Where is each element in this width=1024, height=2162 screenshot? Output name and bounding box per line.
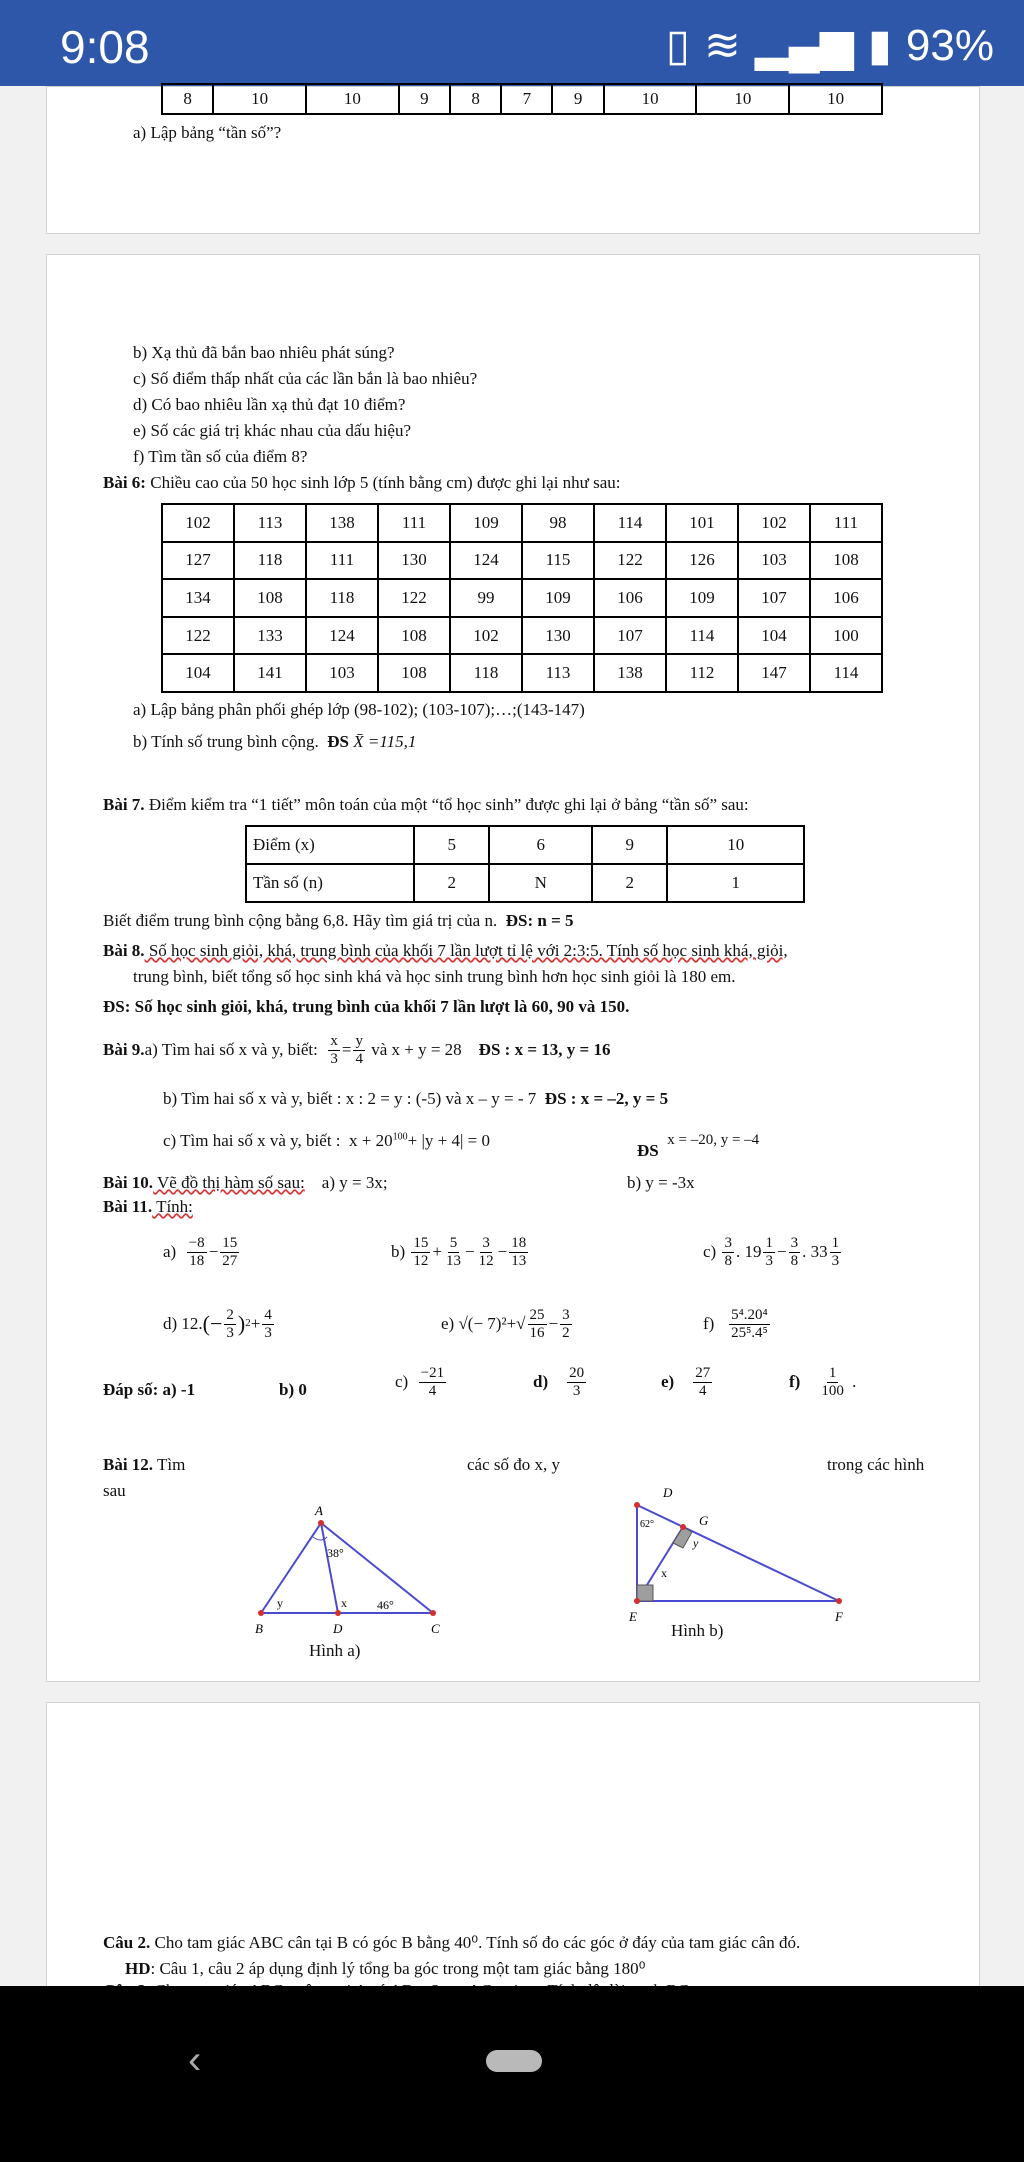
table-cell: 126 [666,542,738,580]
frac-den: 3 [831,1252,840,1269]
table-cell: 114 [666,617,738,655]
caption-b: Hình b) [671,1621,724,1640]
dapso-d [533,1365,588,1399]
item-label: c) [703,1241,717,1261]
frac-den: 100 [821,1382,844,1399]
item-label: a) [163,1241,177,1261]
bai7-question: Biết điểm trung bình cộng bằng 6,8. Hãy tìm giá trị của n. [103,911,498,930]
table-cell: 108 [810,542,882,580]
paren: ) [237,1310,246,1336]
frac-den: 4 [698,1382,707,1399]
bai8-title: Bài 8. [103,941,145,960]
bai11-c [703,1235,843,1269]
figure-a [247,1487,487,1647]
bai9-c: c) Tìm hai số x và y, biết : [163,1131,341,1150]
dapso-a: a) -1 [162,1380,196,1399]
bai11-title: Bài 11. [103,1197,153,1216]
bai10-text: Vẽ đồ thị hàm số sau: [153,1173,305,1192]
bai6-ans: X̄ =115,1 [353,732,417,751]
label-e: E [629,1609,637,1624]
table-cell: 111 [306,542,378,580]
bai10-title: Bài 10. [103,1173,154,1192]
frac-den: 3 [226,1324,234,1341]
frac-den: 18 [189,1252,205,1269]
frac-den: 12 [413,1252,429,1269]
table-cell: 122 [162,617,234,655]
table-cell: 118 [234,542,306,580]
frac-num: 3 [790,1235,799,1251]
table-cell: 118 [306,579,378,617]
bai9-c-sup: 100 [392,1131,408,1143]
bai9-b: b) Tìm hai số x và y, biết : x : 2 = y : (-5) và x – y = - 7 [163,1089,537,1108]
bai7-title: Bài 7. [103,795,145,814]
score-cell: 9 [552,84,603,114]
point-b [258,1610,264,1616]
freq-cell: 2 [414,864,489,902]
freq-cell: 5 [414,826,489,864]
bai11-f [703,1307,772,1341]
frac-num: 4 [264,1307,272,1323]
bai11-a [163,1235,241,1269]
bai10-b: b) y = -3x [627,1173,695,1192]
home-pill-button[interactable] [486,2050,542,2072]
operator: + [432,1241,443,1261]
label-y: y [277,1596,283,1610]
document-page-1 [46,86,980,234]
frac [509,1235,528,1269]
dapso-f: f) $\frac{1}{100}$ . [789,1365,857,1399]
battery-percent: 93% [905,20,994,70]
table-cell: 108 [378,617,450,655]
question-c: c) Số điểm thấp nhất của các lần bắn là bao nhiêu? [133,369,478,388]
table-cell: 102 [450,617,522,655]
frac-den: 4 [428,1382,437,1399]
bai11-line [103,1197,193,1217]
point-a [318,1520,324,1526]
frac-den: 3 [765,1252,773,1269]
label-y: y [693,1536,699,1550]
caption-a: Hình a) [309,1641,361,1660]
table-cell: 106 [810,579,882,617]
frac-num: 1 [831,1235,840,1251]
table-cell: 115 [522,542,594,580]
frac-den: 13 [511,1252,527,1269]
table-cell: 124 [306,617,378,655]
frac [187,1235,207,1269]
bai9-frac-y [353,1033,365,1067]
table-row [162,617,882,655]
table-cell: 111 [378,504,450,542]
frac-num: 5⁴.20⁴ [731,1307,768,1323]
table-cell: 108 [234,579,306,617]
point-f [836,1598,842,1604]
back-chevron-icon[interactable]: ‹ [188,2038,202,2082]
table-row [162,579,882,617]
label-b: B [255,1621,263,1636]
bai11-d [163,1307,276,1341]
figure-b [607,1475,867,1645]
bai6-b-line [133,732,416,752]
frac-num: 2 [226,1307,234,1323]
table-row [162,542,882,580]
table-cell: 122 [594,542,666,580]
score-cell: 9 [399,84,450,114]
freq-cell: 1 [667,864,804,902]
paren: (− [202,1310,223,1336]
freq-cell: 9 [592,826,667,864]
signal-icon: ▂▄▆ [754,21,854,70]
angle-46: 46° [377,1598,394,1612]
sqrt-icon: √ [516,1313,526,1333]
label-f: F [835,1609,843,1624]
item-label: f) [703,1313,715,1333]
bai9-frac-x [328,1033,340,1067]
bai9-b-line [163,1089,668,1109]
bai6-b: b) Tính số trung bình cộng. [133,732,319,751]
operator: − [465,1241,475,1261]
bai9-c-line [163,1131,490,1151]
table-row [162,504,882,542]
bai6-a: a) Lập bảng phân phối ghép lớp (98-102); (103-107);…;(143-147) [133,700,585,719]
freq-cell: 10 [667,826,804,864]
frac-den: 3 [572,1382,581,1399]
point-d [335,1610,341,1616]
bai6-ans-label: ĐS [327,732,349,751]
question-b: b) Xạ thủ đã bắn bao nhiêu phát súng? [133,343,395,362]
hd-text: : Câu 1, câu 2 áp dụng định lý tổng ba góc trong một tam giác bằng 180⁰ [150,1959,646,1978]
item-label: f) [789,1371,801,1391]
frac-den: 4 [355,1050,363,1067]
table-cell: 101 [666,504,738,542]
item-label: d) [163,1313,178,1333]
label-d: D [333,1621,343,1636]
score-cell: 10 [306,84,399,114]
bai12-t4: sau [103,1481,126,1500]
item-label: c) [395,1371,409,1391]
label-d: D [663,1485,673,1500]
frac-num: 3 [562,1307,570,1323]
bai7-heading [103,795,749,815]
frac [220,1235,239,1269]
hd-line [125,1959,646,1979]
wifi-icon: ≋ [703,21,741,70]
score-cell: 10 [789,84,882,114]
operator: − [548,1313,559,1333]
freq-header-x: Điểm (x) [246,826,414,864]
score-table [161,83,883,115]
frac-den: 25⁵.4⁵ [731,1324,768,1341]
frac [567,1365,586,1399]
score-cell: 7 [501,84,552,114]
bai12-t2: các số đo x, y [467,1455,561,1474]
operator: − [776,1241,787,1261]
term: . 19 [735,1241,762,1261]
frac [693,1365,712,1399]
status-time: 9:08 [60,21,150,73]
term: . 33 [802,1241,828,1261]
question-a: a) Lập bảng “tần số”? [133,123,282,142]
bai8-text1: Số học sinh giỏi, khá, trung bình của khối 7 lần lượt tỉ lệ với 2:3:5. Tính số học sinh khá, giỏi, [144,941,788,960]
label-a: A [315,1503,323,1518]
frac [763,1235,775,1269]
table-cell: 107 [594,617,666,655]
bai7-text: Điểm kiểm tra “1 tiết” môn toán của một “tổ học sinh” được ghi lại ở bảng “tần số” sau: [144,795,749,814]
table-cell: 107 [738,579,810,617]
bai9-c-ans-label: ĐS [637,1141,659,1160]
navigation-bar [0,1986,1024,2162]
frac [477,1235,496,1269]
table-cell: 130 [522,617,594,655]
segment-ab [261,1523,321,1613]
hd-label: HD [125,1959,151,1978]
frac-num: 15 [222,1235,238,1251]
score-cell: 8 [162,84,213,114]
bai9-a-cond: và x + y = 28 [371,1039,462,1059]
frac-num: 25 [529,1307,545,1323]
frac [560,1307,572,1341]
table-cell: 111 [810,504,882,542]
point-c [430,1610,436,1616]
table-cell: 113 [234,504,306,542]
bai9-a: a) Tìm hai số x và y, biết: [144,1039,318,1059]
frac [262,1307,274,1341]
cau2-text: Cho tam giác ABC cân tại B có góc B bằng 40⁰. Tính số đo các góc ở đáy của tam giác cân đó. [150,1933,801,1952]
frac-num: 5 [449,1235,458,1251]
table-cell: 130 [378,542,450,580]
item-label: b) [391,1241,406,1261]
table-cell: 109 [450,504,522,542]
bai6-title: Bài 6: [103,473,146,492]
bai7-question-line [103,911,574,931]
frac-den: 2 [562,1324,570,1341]
cau2-line [103,1933,800,1953]
frac [722,1235,734,1269]
table-cell: 138 [594,654,666,692]
bai9-b-answer: ĐS : x = –2, y = 5 [544,1089,669,1108]
table-cell: 138 [306,504,378,542]
freq-cell: N [489,864,592,902]
frac-num: y [355,1033,363,1049]
frac-num: 15 [413,1235,429,1251]
table-cell: 108 [378,654,450,692]
frac-den: 16 [529,1324,545,1341]
operator: − [208,1241,219,1261]
table-cell: 134 [162,579,234,617]
frac [419,1365,446,1399]
bai10-a: a) y = 3x; [321,1173,388,1192]
label-x: x [661,1566,667,1580]
bai8-text2: trung bình, biết tổng số học sinh khá và học sinh trung bình hơn học sinh giỏi là 180 em. [133,967,736,986]
frac [411,1235,430,1269]
frequency-table [245,825,805,903]
frac [444,1235,463,1269]
bai6-text: Chiều cao của 50 học sinh lớp 5 (tính bằng cm) được ghi lại như sau: [145,473,621,492]
bai11-b [391,1235,530,1269]
frac-num: 27 [695,1365,711,1381]
frac [528,1307,547,1341]
table-cell: 133 [234,617,306,655]
bai12-line [103,1455,185,1475]
frac [729,1307,770,1341]
item-label: e) [441,1313,455,1333]
right-angle-g [673,1527,692,1548]
frac-num: 20 [569,1365,585,1381]
score-cell: 10 [696,84,789,114]
item-label: e) [661,1371,675,1391]
score-cell: 10 [213,84,306,114]
table-cell: 122 [378,579,450,617]
sqrt-term: √(− 7)² [458,1313,507,1333]
table-cell: 147 [738,654,810,692]
bai10-line [103,1173,388,1193]
document-page-2 [46,254,980,1682]
table-cell: 103 [738,542,810,580]
frac-num: −21 [420,1365,445,1381]
frac [789,1235,801,1269]
bai11-e [441,1307,574,1341]
frac-num: 3 [724,1235,732,1251]
table-cell: 100 [810,617,882,655]
table-cell: 109 [522,579,594,617]
dapso-label: Đáp số: [103,1380,159,1399]
frac [830,1235,842,1269]
battery-icon: ▮ [867,21,892,70]
table-cell: 118 [450,654,522,692]
frac-num: −8 [188,1235,205,1251]
frac [224,1307,236,1341]
frac-num: x [330,1033,338,1049]
table-cell: 114 [810,654,882,692]
frac-den: 8 [724,1252,732,1269]
bai12-t1: Tìm [153,1455,186,1474]
document-page-3 [46,1702,980,1994]
exponent: 2 [245,1317,251,1330]
operator: − [497,1241,508,1261]
operator: + [506,1313,517,1333]
status-icons [666,20,994,71]
bai11-text: Tính: [152,1197,193,1216]
table-cell: 106 [594,579,666,617]
table-cell: 104 [162,654,234,692]
term: 12. [181,1313,203,1333]
table-cell: 98 [522,504,594,542]
table-cell: 102 [162,504,234,542]
table-cell: 124 [450,542,522,580]
bai7-answer: ĐS: n = 5 [505,911,574,930]
bai12-t3: trong các hình [827,1455,925,1474]
dapso-line [103,1380,195,1400]
frac-den: 3 [264,1324,272,1341]
bai9-title: Bài 9. [103,1039,145,1059]
bai8-line1 [103,941,788,961]
segment-ad [321,1523,338,1613]
label-g: G [699,1513,709,1528]
score-cell: 10 [604,84,697,114]
dapso-e [661,1365,714,1399]
table-cell: 102 [738,504,810,542]
bai6-heading [103,473,621,493]
score-cell: 8 [450,84,501,114]
right-angle-e [637,1585,653,1601]
bai9-a-line: Bài 9. a) Tìm hai số x và y, biết: $\frac{x}{3}$ = $\frac{y}{4}$ và x + y = 28 ĐS : x = 13, y = 16 [103,1033,611,1067]
bai9-c-answer: x = –20, y = –4 [667,1132,760,1148]
point-d [634,1502,640,1508]
frac-den: 12 [478,1252,494,1269]
table-cell: 127 [162,542,234,580]
question-f: f) Tìm tần số của điểm 8? [133,447,308,466]
frac-num: 1 [765,1235,773,1251]
table-cell: 113 [522,654,594,692]
bai12-title: Bài 12. [103,1455,154,1474]
bai8-answer: ĐS: Số học sinh giỏi, khá, trung bình của khối 7 lần lượt là 60, 90 và 150. [103,997,630,1016]
bai9-a-answer: ĐS : x = 13, y = 16 [478,1039,611,1059]
dapso-b: b) 0 [279,1380,307,1399]
table-cell: 103 [306,654,378,692]
label-c: C [431,1621,440,1636]
vibrate-icon: ▯ [665,21,690,70]
question-e: e) Số các giá trị khác nhau của dấu hiệu? [133,421,412,440]
status-bar [0,0,1024,86]
point-e [634,1598,640,1604]
item-label: d) [533,1371,549,1391]
label-x: x [341,1596,347,1610]
freq-cell: 6 [489,826,592,864]
table-cell: 112 [666,654,738,692]
bai9-c-answer-line [637,1132,760,1161]
angle-62: 62° [640,1519,654,1530]
cau2-title: Câu 2. [103,1933,151,1952]
frac-den: 3 [330,1050,338,1067]
angle-38: 38° [327,1546,344,1560]
table-cell: 109 [666,579,738,617]
height-table [161,503,883,693]
table-cell: 104 [738,617,810,655]
table-cell: 114 [594,504,666,542]
frac-num: 3 [482,1235,490,1251]
operator: + [250,1313,261,1333]
frac [819,1365,846,1399]
table-cell: 141 [234,654,306,692]
bai9-c-expr2: + |y + 4| = 0 [407,1131,490,1150]
table-cell: 99 [450,579,522,617]
table-row [162,654,882,692]
freq-cell: 2 [592,864,667,902]
frac-den: 27 [222,1252,238,1269]
frac-num: 1 [828,1365,837,1381]
frac-den: 13 [446,1252,462,1269]
freq-header-n: Tần số (n) [246,864,414,902]
point-g [680,1524,686,1530]
bai9-c-expr: x + 20 [349,1131,393,1150]
question-d: d) Có bao nhiêu lần xạ thủ đạt 10 điểm? [133,395,406,414]
frac-num: 18 [511,1235,527,1251]
frac-den: 8 [790,1252,799,1269]
dapso-c [395,1365,448,1399]
